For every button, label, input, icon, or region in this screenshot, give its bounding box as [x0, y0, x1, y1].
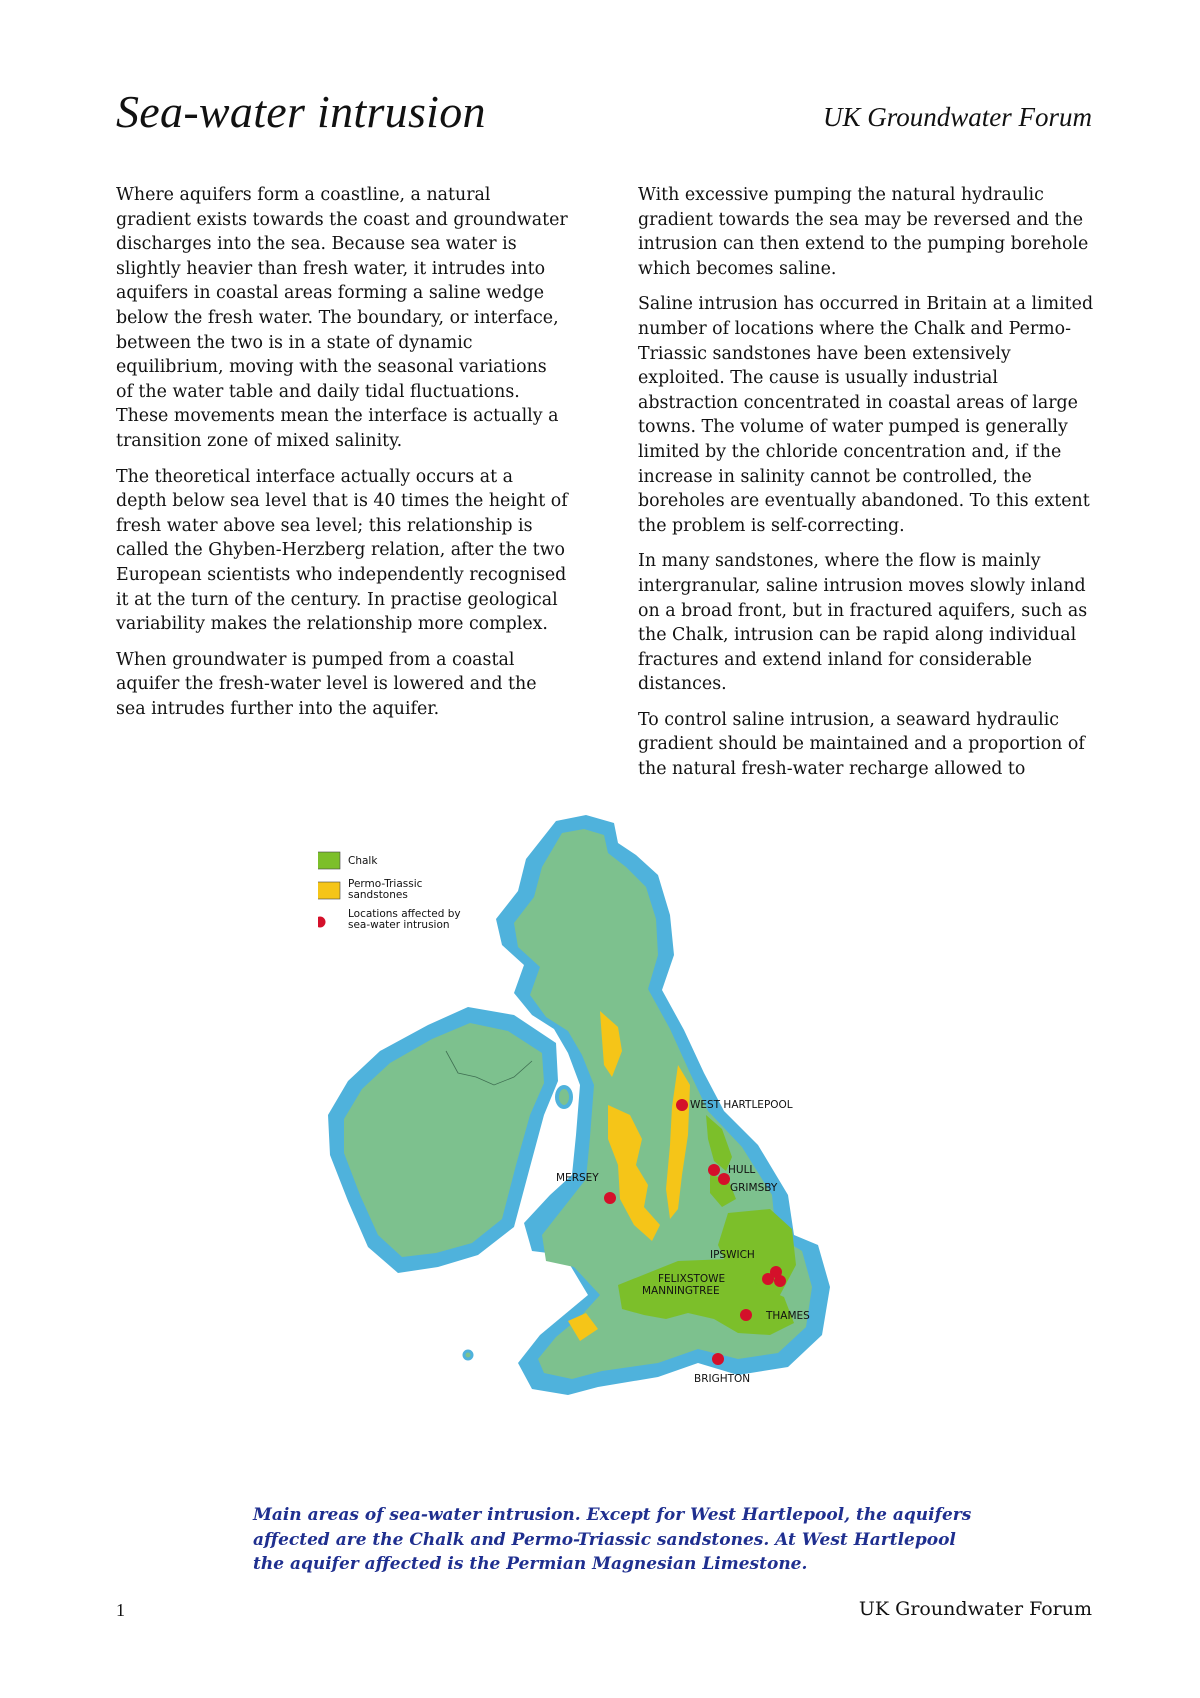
place-label-manningtree: MANNINGTREE — [642, 1285, 720, 1297]
page-title: Sea-water intrusion — [116, 86, 486, 137]
right-text-column — [638, 183, 1094, 793]
place-label-mersey: MERSEY — [556, 1172, 599, 1184]
legend-chalk-swatch — [318, 852, 340, 869]
place-label-felixstowe: FELIXSTOWE — [658, 1273, 726, 1285]
legend-location-marker — [318, 917, 326, 928]
paragraph: To control saline intrusion, a seaward hydraulic gradient should be maintained and a proportion of the natural fresh-water recharge allowed to — [638, 709, 1085, 780]
header-organisation: UK Groundwater Forum — [822, 102, 1092, 132]
paragraph: The theoretical interface actually occurs at a depth below sea level that is 40 times the height of fresh water above sea level; this relationship is called the Ghyben-Herzberg relation, after the two European scientists who independently recognised it at the turn of the century. In practise geological variability makes the relationship more complex. — [116, 466, 568, 635]
location-marker-felixstowe — [762, 1273, 774, 1285]
paragraph: Where aquifers form a coastline, a natural gradient exists towards the coast and groundwater discharges into the sea. Because sea water is slightly heavier than fresh water, it intrudes into aquifers in coastal areas forming a saline wedge below the fresh water. The boundary, or interface, between the two is in a state of dynamic equilibrium, moving with the seasonal variations of the water table and daily tidal fluctuations. These movements mean the interface is actually a transition zone of mixed salinity. — [116, 185, 568, 451]
left-text-column — [116, 183, 568, 732]
legend-permo-swatch — [318, 882, 340, 899]
legend-permo-label-line1: Permo-Triassic — [348, 878, 423, 890]
paragraph: With excessive pumping the natural hydraulic gradient towards the sea may be reversed and the intrusion can then extend to the pumping borehole which becomes saline. — [638, 185, 1089, 279]
paragraph: When groundwater is pumped from a coastal aquifer the fresh-water level is lowered and the sea intrudes further into the aquifer. — [116, 649, 537, 719]
place-label-ipswich: IPSWICH — [710, 1249, 755, 1261]
place-label-grimsby: GRIMSBY — [730, 1182, 778, 1194]
location-marker-brighton — [712, 1353, 724, 1365]
place-label-west-hartlepool: WEST HARTLEPOOL — [690, 1099, 793, 1111]
footer-organisation: UK Groundwater Forum — [858, 1598, 1092, 1620]
map-figure — [318, 815, 918, 1465]
figure-caption: Main areas of sea-water intrusion. Except for West Hartlepool, the aquifers affected are the Chalk and Permo-Triassic sandstones. At West Hartlepool the aquifer affected is the Permian Magnesian Limestone. — [253, 1505, 972, 1574]
place-label-thames: THAMES — [766, 1310, 810, 1322]
paragraph: In many sandstones, where the flow is mainly intergranular, saline intrusion moves slowly inland on a broad front, but in fractured aquifers, such as the Chalk, intrusion can be rapid along individual fractures and extend inland for considerable distances. — [638, 551, 1088, 695]
location-marker-thames — [740, 1309, 752, 1321]
uk-aquifer-map — [318, 815, 918, 1465]
paragraph: Saline intrusion has occurred in Britain at a limited number of locations where the Chalk and Permo-Triassic sandstones have been extensively exploited. The cause is usually industrial abstraction concentrated in coastal areas of large towns. The volume of water pumped is generally limited by the chloride concentration and, if the increase in salinity cannot be controlled, the boreholes are eventually abandoned. To this extent the problem is self-correcting. — [638, 294, 1094, 536]
location-marker-west-hartlepool — [676, 1099, 688, 1111]
page-number: 1 — [116, 1600, 125, 1620]
place-label-hull: HULL — [728, 1164, 756, 1176]
legend-permo-label-line2: sandstones — [348, 889, 408, 901]
scilly-isles — [464, 1351, 472, 1359]
location-marker-hull — [708, 1164, 720, 1176]
legend-location-label-line2: sea-water intrusion — [348, 919, 450, 931]
isle-of-man — [557, 1087, 571, 1107]
location-marker-manningtree — [774, 1275, 786, 1287]
legend-chalk-label: Chalk — [348, 855, 378, 867]
location-marker-mersey — [604, 1192, 616, 1204]
legend-location-label-line1: Locations affected by — [348, 908, 461, 920]
place-label-brighton: BRIGHTON — [694, 1373, 751, 1385]
